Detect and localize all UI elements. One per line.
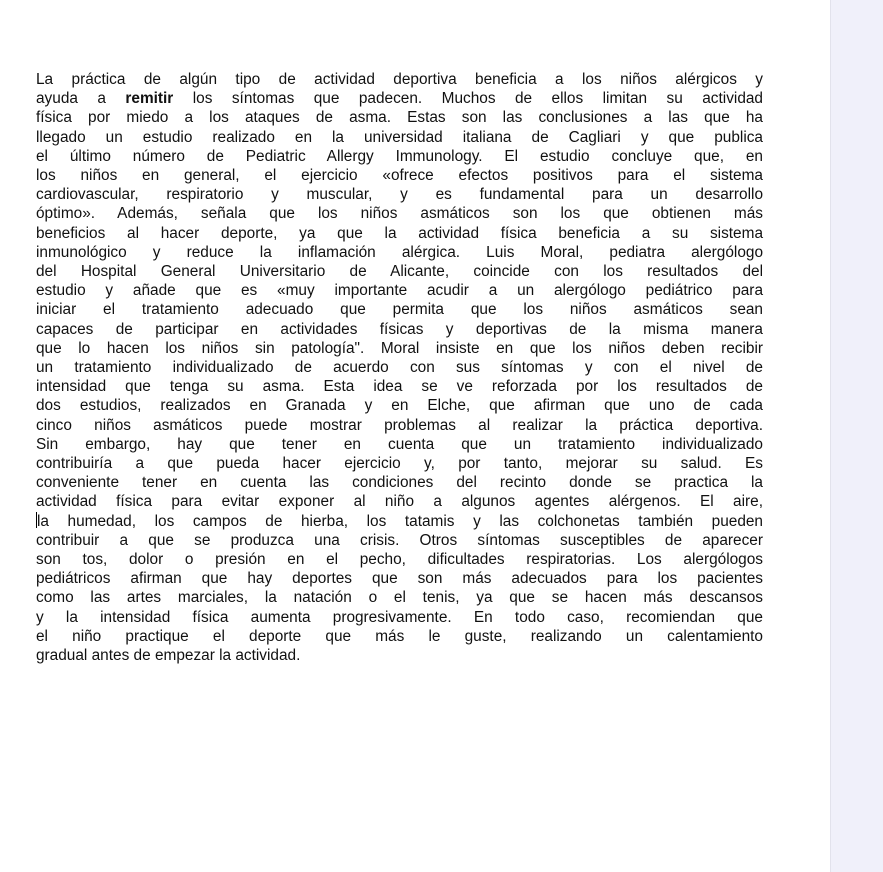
text-segment: ayuda a	[36, 90, 126, 108]
text-line	[36, 396, 763, 415]
text-line-content: óptimo». Además, señala que los niños asmáticos son los que obtienen más	[36, 205, 763, 223]
text-line	[36, 569, 763, 588]
text-line	[36, 320, 763, 339]
text-line-content: cinco niños asmáticos puede mostrar problemas al realizar la práctica deportiva.	[36, 416, 763, 434]
text-line-content: capaces de participar en actividades físicas y deportivas de la misma manera	[36, 320, 763, 338]
text-line	[36, 224, 763, 243]
text-line-content: estudio y añade que es «muy importante acudir a un alergólogo pediátrico para	[36, 282, 763, 300]
text-line	[36, 128, 763, 147]
text-line	[36, 646, 763, 665]
text-line-content: gradual antes de empezar la actividad.	[36, 647, 301, 665]
text-line	[36, 435, 763, 454]
text-line	[36, 166, 763, 185]
text-line	[36, 243, 763, 262]
text-line	[36, 339, 763, 358]
text-line-content: un tratamiento individualizado de acuerdo con sus síntomas y con el nivel de	[36, 359, 763, 377]
text-line	[36, 454, 763, 473]
text-line	[36, 300, 763, 319]
text-line-content: Sin embargo, hay que tener en cuenta que un tratamiento individualizado	[36, 435, 763, 453]
text-line-content: dos estudios, realizados en Granada y en Elche, que afirman que uno de cada	[36, 397, 763, 415]
text-line-content: que lo hacen los niños sin patología". Moral insiste en que los niños deben recibir	[36, 339, 763, 357]
body-paragraph[interactable]	[36, 70, 763, 665]
text-line-content: pediátricos afirman que hay deportes que son más adecuados para los pacientes	[36, 570, 763, 588]
text-line-content: beneficios al hacer deporte, ya que la actividad física beneficia a su sistema	[36, 224, 763, 242]
text-line-content: y la intensidad física aumenta progresivamente. En todo caso, recomiendan que	[36, 608, 763, 626]
text-line	[36, 262, 763, 281]
text-line-content: son tos, dolor o presión en el pecho, dificultades respiratorias. Los alergólogos	[36, 551, 763, 569]
text-line-content: contribuiría a que pueda hacer ejercicio y, por tanto, mejorar su salud. Es	[36, 455, 763, 473]
text-line	[36, 281, 763, 300]
text-line	[36, 70, 763, 89]
text-line	[36, 204, 763, 223]
text-line-content: el niño practique el deporte que más le guste, realizando un calentamiento	[36, 627, 763, 645]
text-line	[36, 185, 763, 204]
text-line	[36, 377, 763, 396]
text-line-content: cardiovascular, respiratorio y muscular, y es fundamental para un desarrollo	[36, 186, 763, 204]
text-line	[36, 627, 763, 646]
text-line	[36, 608, 763, 627]
text-line-content: La práctica de algún tipo de actividad deportiva beneficia a los niños alérgicos y	[36, 71, 763, 88]
text-line	[36, 416, 763, 435]
text-line-content: física por miedo a los ataques de asma. Estas son las conclusiones a las que ha	[36, 109, 763, 127]
text-line	[36, 108, 763, 127]
text-line	[36, 512, 763, 531]
side-pane	[830, 0, 883, 872]
text-line	[36, 492, 763, 511]
text-line-content: iniciar el tratamiento adecuado que permita que los niños asmáticos sean	[36, 301, 763, 319]
text-line-content: conveniente tener en cuenta las condiciones del recinto donde se practica la	[36, 474, 763, 492]
text-line-content: la humedad, los campos de hierba, los tatamis y las colchonetas también pueden	[37, 512, 763, 530]
text-line-content: inmunológico y reduce la inflamación alérgica. Luis Moral, pediatra alergólogo	[36, 243, 763, 261]
text-line	[36, 89, 763, 108]
text-line	[36, 531, 763, 550]
text-line-content: del Hospital General Universitario de Alicante, coincide con los resultados del	[36, 263, 763, 281]
text-line-content: contribuir a que se produzca una crisis. Otros síntomas susceptibles de aparecer	[36, 531, 763, 549]
text-line	[36, 473, 763, 492]
text-segment: los síntomas que padecen. Muchos de ellos limitan su actividad	[173, 90, 763, 108]
text-line-content: llegado un estudio realizado en la universidad italiana de Cagliari y que publica	[36, 128, 763, 146]
text-line	[36, 550, 763, 569]
text-line	[36, 358, 763, 377]
bold-word: remitir	[125, 90, 174, 108]
text-line-content: como las artes marciales, la natación o el tenis, ya que se hacen más descansos	[36, 589, 763, 607]
text-line-content: actividad física para evitar exponer al niño a algunos agentes alérgenos. El aire,	[36, 493, 763, 511]
text-line-content: el último número de Pediatric Allergy Immunology. El estudio concluye que, en	[36, 147, 763, 165]
text-line-content: los niños en general, el ejercicio «ofrece efectos positivos para el sistema	[36, 167, 763, 185]
text-line	[36, 147, 763, 166]
text-line	[36, 588, 763, 607]
text-line-content: intensidad que tenga su asma. Esta idea se ve reforzada por los resultados de	[36, 378, 763, 396]
